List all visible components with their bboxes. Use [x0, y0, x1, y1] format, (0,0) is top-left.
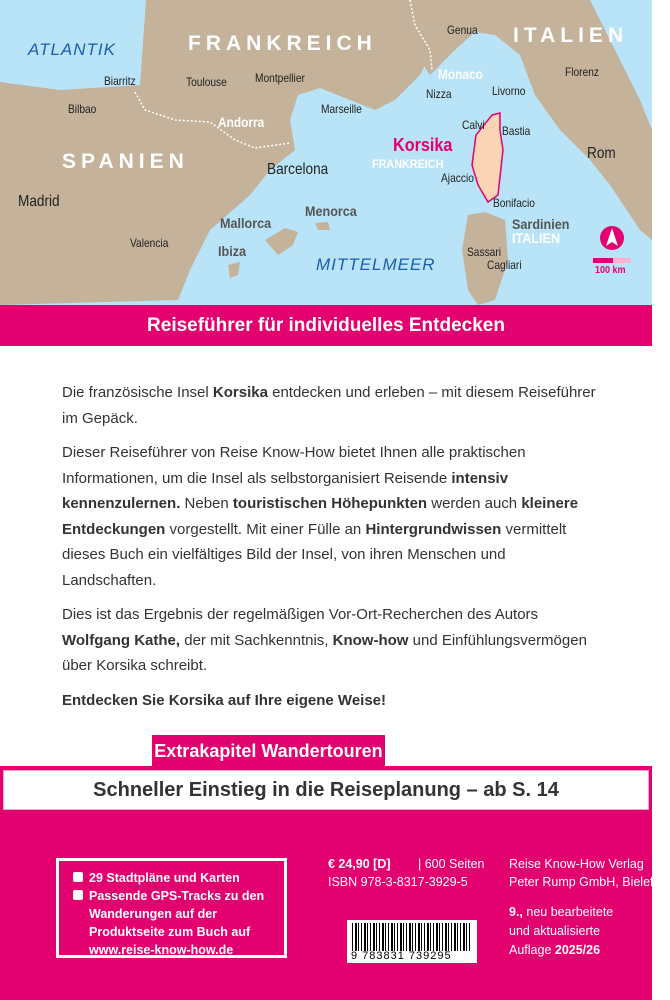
edition-text: neu bearbeitete — [522, 905, 614, 919]
city-label: Bonifacio — [493, 196, 535, 210]
island-label: Ibiza — [218, 243, 247, 259]
isbn: ISBN 978-3-8317-3929-5 — [328, 875, 468, 889]
barcode-number: 9 783831 739295 — [351, 950, 452, 962]
city-label: Ajaccio — [441, 171, 474, 185]
overview-map — [0, 0, 652, 305]
text: werden auch — [427, 495, 522, 512]
edition-line: und aktualisierte — [509, 924, 601, 938]
features-box — [56, 858, 287, 958]
city-label: Marseille — [321, 102, 362, 116]
checkbox-icon — [73, 872, 83, 882]
edition-year: 2025/26 — [554, 943, 601, 957]
bold-text: Entdecken Sie Korsika auf Ihre eigene Weise! — [62, 691, 387, 709]
corsica-label: Korsika — [393, 135, 453, 155]
page-count: | 600 Seiten — [418, 857, 485, 871]
feature-text: 29 Stadtpläne und Karten — [89, 871, 240, 885]
island-country-label: ITALIEN — [512, 230, 561, 246]
checkbox-icon — [73, 890, 83, 900]
island-label: Sardinien — [512, 216, 570, 232]
barcode — [347, 920, 477, 963]
feature-item — [79, 887, 278, 959]
city-label: Genua — [447, 23, 478, 37]
city-label: Cagliari — [487, 258, 522, 272]
quick-start-box: Schneller Einstieg in die Reiseplanung – ab S. 14 — [3, 770, 649, 810]
extra-chapter-badge: Extrakapitel Wandertouren — [152, 735, 385, 767]
edition-line — [509, 941, 600, 960]
bold-text: kleinere Entdeckungen — [62, 495, 579, 538]
city-label: Rom — [587, 145, 616, 162]
country-label: ITALIEN — [513, 24, 629, 47]
subtitle-banner: Reiseführer für individuelles Entdecken — [0, 305, 652, 346]
feature-text: Passende GPS-Tracks zu den Wanderungen auf der Produktseite zum Buch auf www.reise-know-how.de — [89, 889, 265, 957]
bold-text: Wolfgang Kathe, — [62, 631, 181, 649]
text: und Einfühlungsvermögen über Korsika schreibt. — [62, 631, 587, 674]
city-label: Sassari — [467, 245, 502, 259]
paragraph — [62, 688, 602, 714]
sea-label: ATLANTIK — [28, 40, 116, 59]
paragraph — [62, 380, 602, 431]
island-label: Menorca — [305, 203, 357, 219]
city-label: Florenz — [565, 65, 600, 79]
text: der mit Sachkenntnis, — [180, 631, 333, 649]
text: Dies ist das Ergebnis der regelmäßigen Vor-Ort-Recherchen des Autors — [62, 606, 539, 623]
country-label: FRANKREICH — [188, 32, 377, 55]
country-label: SPANIEN — [62, 150, 189, 173]
feature-item — [79, 869, 278, 887]
edition-line — [509, 903, 613, 922]
text: entdecken und erleben – mit diesem Reiseführer im Gepäck. — [62, 384, 596, 427]
paragraph — [62, 602, 602, 679]
city-label: Nizza — [426, 87, 452, 101]
city-label: Biarritz — [104, 74, 136, 88]
bold-text: intensiv kennenzulernen. — [62, 469, 509, 512]
island-label: Mallorca — [220, 215, 272, 231]
city-label: Monaco — [438, 66, 483, 82]
city-label: Bilbao — [68, 102, 97, 116]
price: € 24,90 [D] — [328, 857, 391, 871]
publisher-line: Reise Know-How Verlag — [509, 857, 644, 871]
bold-text: Hintergrundwissen — [365, 520, 502, 538]
text: vermittelt dieses Buch ein vielfältiges Bild der Insel, von ihren Menschen und Landschaften. — [62, 520, 567, 589]
city-label: Bastia — [502, 124, 531, 138]
bold-text: touristischen Höhepunkten — [232, 495, 428, 512]
text: vorgestellt. Mit einer Fülle an — [165, 520, 366, 538]
paragraph — [62, 440, 602, 593]
description — [62, 380, 602, 722]
city-label: Valencia — [130, 236, 169, 250]
edition-number: 9., — [509, 905, 523, 919]
publisher-line: Peter Rump GmbH, Bielefeld — [509, 875, 670, 889]
text: Dieser Reiseführer von Reise Know-How bietet Ihnen alle praktischen Informationen, um die Insel als selbstorganisiert Reisende — [62, 444, 526, 487]
edition-text: Auflage — [509, 943, 555, 957]
city-label: Toulouse — [186, 75, 227, 89]
sea-label: MITTELMEER — [316, 255, 436, 274]
barcode-bars — [352, 923, 472, 951]
bold-text: Know-how — [332, 631, 409, 649]
corsica-country-label: FRANKREICH — [372, 157, 444, 171]
city-label: Montpellier — [255, 71, 305, 85]
city-label: Calvi — [462, 118, 485, 132]
scale-label: 100 km — [595, 265, 626, 276]
city-label: Livorno — [492, 84, 526, 98]
text: Die französische Insel — [62, 384, 213, 401]
city-label: Barcelona — [267, 161, 329, 178]
bold-text: Korsika — [212, 384, 268, 401]
city-label: Andorra — [218, 114, 265, 130]
text: Neben — [180, 495, 233, 512]
city-label: Madrid — [18, 193, 60, 210]
